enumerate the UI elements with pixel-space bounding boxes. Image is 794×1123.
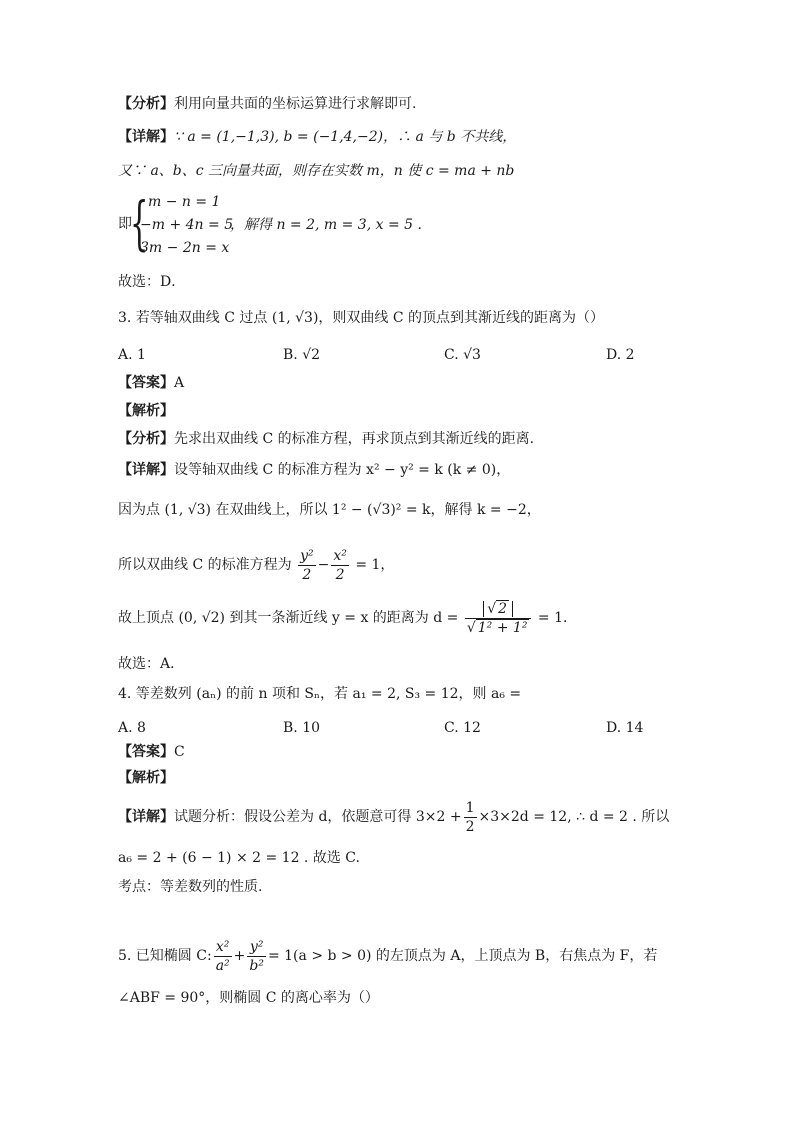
distance-fraction: $\frac{√ 2}{\text{√ 1² + 1²}}$ <box>465 600 532 637</box>
q2-equation-system <box>118 190 438 260</box>
q4-stem: 4. 等差数列 (aₙ) 的前 n 项和 Sₙ，若 a₁ = 2, S₃ = 12，则 a₆ = <box>118 686 522 702</box>
q2-detail-line1 <box>118 127 516 147</box>
q3-option-b: B. √2 <box>283 347 321 363</box>
system-row: 3m − 2n = x <box>140 240 230 256</box>
q3-stem: 3. 若等轴双曲线 C 过点 (1, √3)，则双曲线 C 的顶点到其渐近线的距离为（） <box>118 310 605 326</box>
q2-choice: 故选：D． <box>118 274 186 290</box>
analysis-text: 利用向量共面的坐标运算进行求解即可. <box>174 96 417 112</box>
q3-detail-line3: 所以双曲线 C 的标准方程为 $\frac{\text{y²}}{2}$ − $\frac{\text{x²}}{2}$ = 1， <box>118 547 395 583</box>
q3-analysis: 【分析】先求出双曲线 C 的标准方程，再求顶点到其渐近线的距离. <box>118 431 535 447</box>
q2-detail-line2: 又∵ a、b、c 三向量共面，则存在实数 m，n 使 c = ma + nb <box>118 163 515 179</box>
q3-option-a: A. 1 <box>118 347 146 363</box>
q4-option-b: B. 10 <box>283 720 321 736</box>
q3-detail-line1: 【详解】设等轴双曲线 C 的标准方程为 x² − y² = k (k ≠ 0)， <box>118 462 511 478</box>
q4-note: 考点：等差数列的性质. <box>118 879 263 895</box>
q4-option-a: A. 8 <box>118 720 146 736</box>
system-prefix: 即 <box>118 216 132 232</box>
q3-choice: 故选：A． <box>118 656 185 672</box>
q3-detail-line2: 因为点 (1, √3) 在双曲线上，所以 1² − (√3)² = k，解得 k = −2， <box>118 502 541 518</box>
fraction-y2-over-2: $\frac{\text{y²}}{2}$ <box>300 547 314 583</box>
q5-stem-line1: 5. 已知椭圆 C: $\frac{\text{x²}}{\text{a²}}$ + $\frac{\text{y²}}{\text{b²}}$ = 1(a > b > 0) 的左顶点为 A，上顶点为 B，右焦点为 F，若 <box>118 938 658 974</box>
q2-analysis <box>118 94 416 114</box>
q5-stem-line2: ∠ABF = 90°，则椭圆 C 的离心率为（） <box>118 990 379 1006</box>
q4-detail-line2: a₆ = 2 + (6 − 1) × 2 = 12 . 故选 C. <box>118 850 360 866</box>
q4-answer: 【答案】C <box>118 744 185 760</box>
q4-explain-tag: 【解析】 <box>118 770 174 786</box>
q3-explain-tag: 【解析】 <box>118 403 174 419</box>
detail-text: ∵ a = (1,−1,3), b = (−1,4,−2)，∴ a 与 b 不共线， <box>174 129 517 145</box>
q3-option-d: D. 2 <box>606 347 635 363</box>
system-row: m − n = 1 <box>148 194 221 210</box>
q4-option-d: D. 14 <box>606 720 644 736</box>
q3-option-c: C. √3 <box>444 347 481 363</box>
left-brace: { <box>130 189 149 257</box>
q4-option-c: C. 12 <box>444 720 481 736</box>
q3-answer: 【答案】A <box>118 375 185 391</box>
fraction-y2-over-b2: $\frac{\text{y²}}{\text{b²}}$ <box>249 938 264 974</box>
fraction-one-half: $\frac{1}{2}$ <box>465 799 475 835</box>
analysis-tag: 【分析】 <box>118 96 174 112</box>
detail-tag: 【详解】 <box>118 129 174 145</box>
q3-detail-line4: 故上顶点 (0, √2) 到其一条渐近线 y = x 的距离为 d = $\frac{√ 2}{\text{√ 1² + 1²}}$ = 1. <box>118 600 568 636</box>
fraction-x2-over-a2: $\frac{\text{x²}}{\text{a²}}$ <box>215 938 230 974</box>
system-solution: ，解得 n = 2, m = 3, x = 5 . <box>230 217 422 233</box>
q4-detail-line1: 【详解】试题分析：假设公差为 d，依题意可得 3×2 + $\frac{1}{2}$ ×3×2d = 12, ∴ d = 2 . 所以 <box>118 799 670 835</box>
system-row: −m + 4n = 5 <box>140 217 234 233</box>
fraction-x2-over-2: $\frac{\text{x²}}{2}$ <box>333 547 347 583</box>
